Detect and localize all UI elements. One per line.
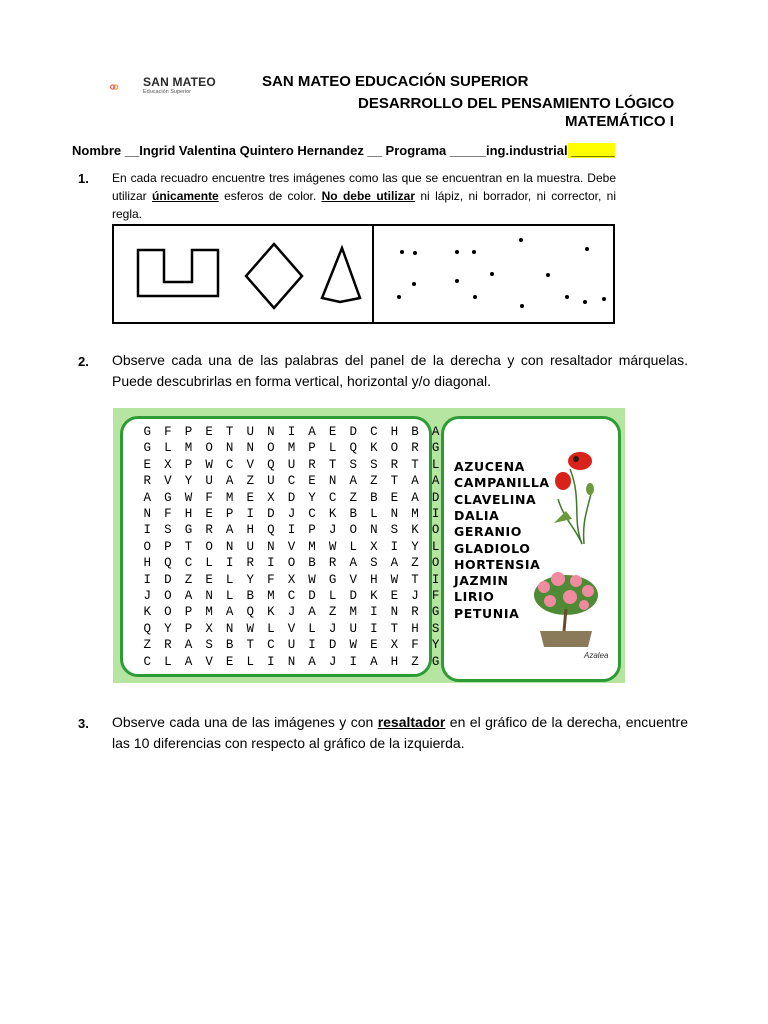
grid-letter: A [308, 654, 316, 669]
q2-number: 2. [78, 354, 89, 369]
grid-letter: C [287, 474, 296, 489]
grid-letter: G [164, 490, 172, 505]
grid-letter: J [328, 523, 337, 538]
grid-letter: O [205, 539, 213, 554]
grid-letter: R [308, 457, 316, 472]
grid-letter: F [431, 589, 440, 603]
grid-letter: K [267, 605, 275, 620]
grid-letter: X [205, 621, 213, 636]
grid-letter: Z [328, 605, 337, 620]
dot-field-icon [397, 238, 606, 308]
grid-letter: H [246, 523, 255, 538]
grid-letter: W [205, 457, 213, 472]
grid-letter: X [267, 490, 275, 505]
grid-letter: O [287, 556, 296, 571]
grid-letter: I [143, 523, 152, 538]
grid-letter: H [143, 556, 152, 571]
grid-letter: R [411, 605, 419, 620]
separator: __ [363, 143, 386, 158]
grid-letter: J [287, 507, 296, 521]
grid-letter: N [287, 654, 296, 669]
grid-letter: F [164, 425, 172, 439]
grid-letter: G [143, 425, 152, 439]
logo-name: SAN MATEO [143, 75, 216, 89]
grid-letter: M [205, 605, 213, 620]
grid-letter: O [349, 523, 357, 538]
grid-letter: J [143, 589, 152, 603]
grid-letter: R [411, 441, 419, 456]
grid-letter: K [370, 589, 378, 603]
grid-letter: T [246, 638, 255, 653]
grid-letter: B [411, 425, 419, 439]
grid-letter: N [267, 425, 275, 439]
azalea-caption: Azalea [584, 651, 609, 660]
grid-letter: C [184, 556, 193, 571]
grid-letter: Y [246, 572, 255, 587]
grid-letter: Y [411, 539, 419, 554]
grid-letter: G [431, 605, 440, 620]
grid-letter: D [164, 572, 172, 587]
grid-letter: I [287, 523, 296, 538]
grid-letter: S [164, 523, 172, 538]
grid-letter: B [308, 556, 316, 571]
san-mateo-logo-icon [110, 72, 142, 102]
grid-letter: E [205, 507, 213, 521]
grid-letter: A [184, 638, 193, 653]
grid-letter: N [143, 507, 152, 521]
grid-letter: X [370, 539, 378, 554]
word-list-item: GLADIOLO [454, 540, 531, 556]
grid-letter: A [431, 425, 440, 439]
grid-letter: E [370, 638, 378, 653]
word-list-item: JAZMIN [454, 573, 509, 589]
grid-letter: D [431, 490, 440, 505]
grid-letter: G [431, 441, 440, 456]
grid-letter: P [225, 507, 234, 521]
grid-letter: C [267, 638, 275, 653]
grid-letter: V [246, 457, 255, 472]
grid-letter: I [431, 507, 440, 521]
grid-row [137, 655, 446, 669]
grid-letter: J [287, 605, 296, 620]
grid-letter: P [184, 605, 193, 620]
grid-letter: O [164, 605, 172, 620]
grid-letter: F [164, 507, 172, 521]
grid-letter: D [308, 589, 316, 603]
grid-letter: E [143, 457, 152, 472]
grid-letter: M [225, 490, 234, 505]
grid-row [137, 622, 446, 636]
grid-letter: B [349, 507, 357, 521]
grid-letter: Z [411, 654, 419, 669]
grid-letter: U [287, 638, 296, 653]
word-list-item: AZUCENA [454, 459, 525, 474]
grid-row [137, 540, 446, 554]
grid-letter: A [411, 474, 419, 489]
sample-shapes-drawing [112, 224, 615, 324]
grid-letter: O [431, 556, 440, 571]
grid-letter: A [143, 490, 152, 505]
grid-letter: J [411, 589, 419, 603]
grid-letter: A [308, 605, 316, 620]
grid-row [137, 491, 446, 505]
grid-letter: S [349, 457, 357, 472]
grid-letter: C [308, 507, 316, 521]
grid-letter: X [390, 638, 399, 653]
word-list-item: HORTENSIA [454, 556, 541, 572]
grid-letter: I [246, 507, 255, 521]
q3-text [112, 712, 688, 754]
nombre-label: Nombre __ [72, 143, 140, 158]
grid-letter: K [411, 523, 419, 538]
grid-letter: I [287, 425, 296, 439]
grid-letter: N [225, 539, 234, 554]
grid-letter: J [328, 621, 337, 636]
grid-letter: N [390, 605, 399, 620]
word-list-item: PETUNIA [454, 605, 520, 621]
grid-row [137, 474, 446, 488]
q3-number: 3. [78, 716, 89, 731]
grid-letter: N [267, 539, 275, 554]
grid-row [137, 589, 446, 603]
course-subtitle: MATEMÁTICO I [565, 113, 674, 130]
grid-letter: E [390, 589, 399, 603]
grid-letter: G [431, 654, 440, 669]
grid-letter: R [143, 474, 152, 489]
grid-letter: I [225, 556, 234, 571]
grid-letter: U [349, 621, 357, 636]
grid-letter: Z [411, 556, 419, 571]
grid-letter: N [370, 523, 378, 538]
grid-letter: Z [143, 638, 152, 653]
q1-number: 1. [78, 171, 89, 186]
grid-letter: L [349, 539, 357, 554]
grid-letter: M [267, 589, 275, 603]
grid-letter: E [225, 654, 234, 669]
grid-letter: L [431, 457, 440, 472]
grid-letter: S [431, 621, 440, 636]
grid-letter: A [308, 425, 316, 439]
poppy-flower-icon [552, 449, 608, 549]
grid-letter: L [431, 539, 440, 554]
grid-letter: I [431, 572, 440, 587]
word-list-item: LIRIO [454, 589, 495, 605]
grid-letter: O [143, 539, 152, 554]
grid-letter: G [328, 572, 337, 587]
grid-letter: S [205, 638, 213, 653]
grid-letter: T [390, 474, 399, 489]
grid-letter: K [328, 507, 337, 521]
grid-letter: I [349, 654, 357, 669]
grid-letter: V [164, 474, 172, 489]
grid-letter: L [164, 654, 172, 669]
grid-letter: L [225, 572, 234, 587]
grid-letter: L [328, 589, 337, 603]
grid-letter: V [349, 572, 357, 587]
grid-letter: Q [164, 556, 172, 571]
grid-letter: N [205, 589, 213, 603]
grid-letter: T [328, 457, 337, 472]
grid-letter: N [225, 621, 234, 636]
grid-row [137, 507, 446, 521]
grid-letter: Z [349, 490, 357, 505]
grid-letter: R [164, 638, 172, 653]
grid-row [137, 425, 446, 439]
grid-letter: I [370, 605, 378, 620]
grid-letter: K [370, 441, 378, 456]
grid-letter: I [390, 539, 399, 554]
grid-row [137, 441, 446, 455]
grid-letter: S [370, 457, 378, 472]
grid-letter: H [370, 572, 378, 587]
grid-letter: W [184, 490, 193, 505]
grid-letter: A [349, 474, 357, 489]
grid-letter: Q [143, 621, 152, 636]
grid-letter: Y [164, 621, 172, 636]
grid-letter: C [328, 490, 337, 505]
grid-letter: P [184, 621, 193, 636]
grid-letter: F [205, 490, 213, 505]
grid-letter: Z [246, 474, 255, 489]
grid-letter: L [328, 441, 337, 456]
grid-row [137, 556, 446, 570]
grid-letter: E [390, 490, 399, 505]
grid-letter: L [225, 589, 234, 603]
grid-letter: U [287, 457, 296, 472]
grid-row [137, 523, 446, 537]
grid-letter: A [184, 589, 193, 603]
grid-letter: V [287, 621, 296, 636]
grid-letter: Q [267, 523, 275, 538]
grid-letter: U [267, 474, 275, 489]
grid-letter: H [390, 425, 399, 439]
grid-letter: D [349, 589, 357, 603]
grid-letter: N [225, 441, 234, 456]
grid-letter: C [370, 425, 378, 439]
word-list-panel [441, 416, 621, 682]
grid-letter: Z [184, 572, 193, 587]
programa-label: Programa _____ [385, 143, 486, 158]
grid-letter: W [246, 621, 255, 636]
grid-letter: W [349, 638, 357, 653]
grid-letter: O [390, 441, 399, 456]
q3-text-b: en el gráfico de la derecha, encuentre las 10 diferencias con respecto al gráfico de la izquierda. [112, 714, 688, 751]
grid-letter: P [164, 539, 172, 554]
grid-letter: L [267, 621, 275, 636]
letter-grid [120, 416, 440, 677]
azalea-bonsai-icon [530, 569, 602, 655]
grid-letter: D [328, 638, 337, 653]
grid-letter: P [184, 425, 193, 439]
q2-text: Observe cada una de las palabras del panel de la derecha y con resaltador márquelas. Puede descubrirlas en forma vertical, horizontal y/o diagonal. [112, 352, 688, 389]
word-list-item: CLAVELINA [454, 491, 537, 507]
kite-icon [322, 248, 360, 302]
grid-letter: I [308, 638, 316, 653]
grid-letter: R [328, 556, 337, 571]
grid-letter: W [390, 572, 399, 587]
grid-letter: B [246, 589, 255, 603]
grid-letter: Y [184, 474, 193, 489]
q1-text-c: ni lápiz, ni borrador, ni corrector, ni regla. [112, 189, 617, 221]
student-name: Ingrid Valentina Quintero Hernandez [139, 143, 364, 158]
grid-letter: A [225, 474, 234, 489]
logo-subtitle: Educación Superior [143, 89, 192, 95]
grid-letter: N [390, 507, 399, 521]
grid-letter: N [246, 441, 255, 456]
grid-letter: D [287, 490, 296, 505]
grid-letter: T [411, 457, 419, 472]
highlight-blank: ______ [567, 143, 615, 158]
grid-letter: P [184, 457, 193, 472]
grid-letter: H [411, 621, 419, 636]
grid-letter: T [225, 425, 234, 439]
grid-letter: C [287, 589, 296, 603]
word-list-item: DALIA [454, 507, 500, 523]
grid-letter: E [205, 425, 213, 439]
grid-letter: A [225, 605, 234, 620]
course-title: DESARROLLO DEL PENSAMIENTO LÓGICO [358, 95, 675, 112]
grid-letter: L [205, 556, 213, 571]
q3-text-a: Observe cada una de las imágenes y con [112, 714, 378, 730]
grid-letter: Q [267, 457, 275, 472]
grid-letter: V [205, 654, 213, 669]
grid-letter: I [370, 621, 378, 636]
grid-letter: F [267, 572, 275, 587]
grid-letter: G [143, 441, 152, 456]
grid-letter: O [164, 589, 172, 603]
grid-letter: Y [431, 638, 440, 653]
grid-letter: S [370, 556, 378, 571]
grid-letter: A [225, 523, 234, 538]
grid-letter: E [328, 425, 337, 439]
grid-letter: M [287, 441, 296, 456]
grid-letter: U [246, 425, 255, 439]
grid-letter: N [328, 474, 337, 489]
grid-letter: B [370, 490, 378, 505]
grid-letter: D [349, 425, 357, 439]
student-line [72, 143, 615, 158]
grid-letter: A [349, 556, 357, 571]
grid-letter: J [328, 654, 337, 669]
programa-value: ing.industrial [486, 143, 568, 158]
grid-letter: M [411, 507, 419, 521]
grid-letter: I [267, 556, 275, 571]
grid-letter: L [246, 654, 255, 669]
grid-letter: A [431, 474, 440, 489]
grid-letter: H [390, 654, 399, 669]
grid-letter: M [349, 605, 357, 620]
grid-letter: M [184, 441, 193, 456]
grid-letter: E [205, 572, 213, 587]
q1-text-b: esferos de color. [218, 189, 322, 203]
grid-letter: C [225, 457, 234, 472]
u-shape-icon [138, 250, 218, 296]
grid-letter: O [267, 441, 275, 456]
word-list-item: CAMPANILLA [454, 475, 550, 491]
grid-letter: V [287, 539, 296, 554]
grid-letter: M [308, 539, 316, 554]
q3-emph-resaltador: resaltador [377, 714, 446, 730]
grid-letter: O [205, 441, 213, 456]
grid-letter: A [370, 654, 378, 669]
grid-letter: Z [370, 474, 378, 489]
grid-letter: T [184, 539, 193, 554]
grid-letter: L [370, 507, 378, 521]
grid-letter: A [390, 556, 399, 571]
grid-row [137, 458, 446, 472]
grid-letter: W [328, 539, 337, 554]
grid-letter: R [205, 523, 213, 538]
grid-letter: R [246, 556, 255, 571]
grid-letter: I [143, 572, 152, 587]
institution-title: SAN MATEO EDUCACIÓN SUPERIOR [262, 73, 529, 90]
grid-letter: O [431, 523, 440, 538]
q1-text [112, 169, 616, 223]
grid-letter: Q [349, 441, 357, 456]
q1-emph-unicamente: únicamente [152, 189, 219, 203]
grid-letter: L [164, 441, 172, 456]
grid-letter: E [246, 490, 255, 505]
grid-letter: Y [308, 490, 316, 505]
grid-letter: U [246, 539, 255, 554]
grid-letter: G [184, 523, 193, 538]
grid-letter: T [390, 621, 399, 636]
grid-letter: D [267, 507, 275, 521]
grid-letter: T [411, 572, 419, 587]
grid-letter: K [143, 605, 152, 620]
grid-letter: P [308, 523, 316, 538]
grid-letter: R [390, 457, 399, 472]
grid-row [137, 638, 446, 652]
grid-letter: L [308, 621, 316, 636]
q1-emph-no-utilizar: No debe utilizar [321, 189, 416, 203]
grid-row [137, 573, 446, 587]
grid-letter: S [390, 523, 399, 538]
grid-letter: A [411, 490, 419, 505]
q1-text-a: En cada recuadro encuentre tres imágenes como las que se encuentran en la muestra. Debe utilizar [112, 171, 616, 203]
grid-letter: F [411, 638, 419, 653]
grid-letter: B [225, 638, 234, 653]
grid-letter: W [308, 572, 316, 587]
grid-letter: C [143, 654, 152, 669]
diamond-icon [246, 244, 302, 308]
grid-letter: A [184, 654, 193, 669]
grid-letter: Q [246, 605, 255, 620]
grid-letter: X [287, 572, 296, 587]
grid-letter: I [267, 654, 275, 669]
grid-row [137, 605, 446, 619]
grid-letter: E [308, 474, 316, 489]
grid-letter: U [205, 474, 213, 489]
grid-letter: X [164, 457, 172, 472]
grid-letter: H [184, 507, 193, 521]
grid-letter: P [308, 441, 316, 456]
word-list-item: GERANIO [454, 524, 523, 540]
